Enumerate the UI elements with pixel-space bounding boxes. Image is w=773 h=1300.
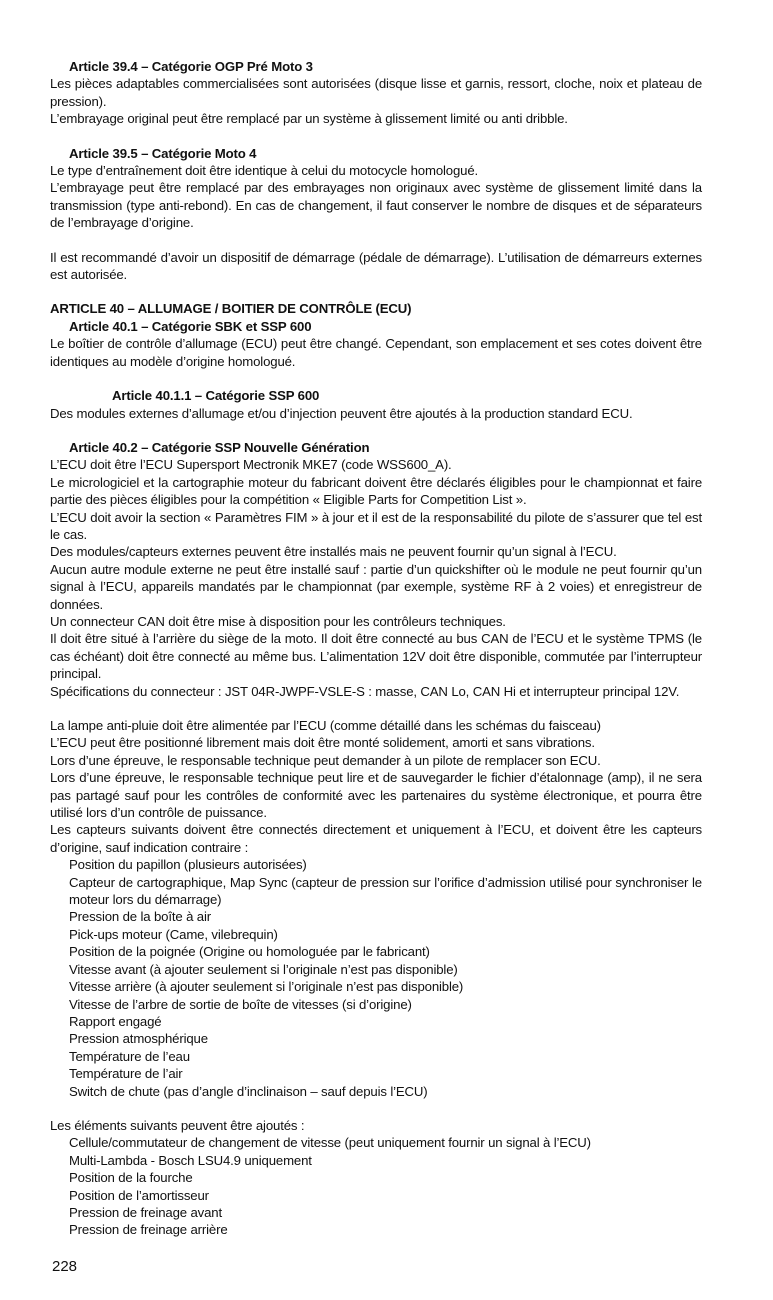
paragraph: Le boîtier de contrôle d’allumage (ECU) peut être changé. Cependant, son emplacement et ses cotes doivent être identiques au modèle d’origine homologué.: [50, 336, 702, 369]
paragraph: L’ECU doit être l’ECU Supersport Mectronik MKE7 (code WSS600_A).: [50, 457, 452, 473]
spacer: [50, 700, 702, 717]
section-heading: ARTICLE 40 – ALLUMAGE / BOITIER DE CONTRÔLE (ECU): [50, 301, 412, 317]
list-item: Vitesse arrière (à ajouter seulement si l’originale n’est pas disponible): [69, 979, 464, 995]
list-item: Cellule/commutateur de changement de vitesse (peut uniquement fournir un signal à l’ECU): [69, 1135, 591, 1151]
paragraph: L’embrayage original peut être remplacé par un système à glissement limité ou anti dribble.: [50, 111, 568, 127]
document-body: [50, 58, 702, 1239]
list-item: Température de l’eau: [69, 1048, 190, 1064]
list-item: Vitesse de l’arbre de sortie de boîte de vitesses (si d’origine): [69, 996, 412, 1012]
list-item: Position de la fourche: [69, 1170, 193, 1186]
paragraph: L’ECU peut être positionné librement mais doit être monté solidement, amorti et sans vibrations.: [50, 735, 595, 751]
paragraph: Lors d’une épreuve, le responsable technique peut demander à un pilote de remplacer son ECU.: [50, 752, 601, 768]
section-heading: Article 40.1.1 – Catégorie SSP 600: [112, 388, 320, 404]
paragraph: L’embrayage peut être remplacé par des embrayages non originaux avec système de glissement limité dans la transmission (type anti-rebond). En cas de changement, il faut conserver le nombre de disques et de séparateurs de l’embrayage d’origine.: [50, 180, 702, 231]
paragraph: Un connecteur CAN doit être mise à disposition pour les contrôleurs techniques.: [50, 613, 506, 629]
list-item: Pression de freinage avant: [69, 1204, 222, 1220]
paragraph: Il doit être situé à l’arrière du siège de la moto. Il doit être connecté au bus CAN de l’ECU et le système TPMS (le cas échéant) doit être connecté au même bus. L’alimentation 12V doit être disponible, commutée par l’interrupteur principal.: [50, 631, 702, 682]
spacer: [50, 232, 702, 249]
paragraph: Des modules/capteurs externes peuvent être installés mais ne peuvent fournir qu’un signal à l’ECU.: [50, 544, 617, 560]
section-heading: Article 40.2 – Catégorie SSP Nouvelle Génération: [69, 439, 370, 455]
list-item: Température de l’air: [69, 1066, 183, 1082]
list-item: Position de l’amortisseur: [69, 1187, 209, 1203]
paragraph: L’ECU doit avoir la section « Paramètres FIM » à jour et il est de la responsabilité du pilote de s’assurer que tel est le cas.: [50, 509, 702, 542]
paragraph: Des modules externes d’allumage et/ou d’injection peuvent être ajoutés à la production standard ECU.: [50, 405, 633, 421]
paragraph: Spécifications du connecteur : JST 04R-JWPF-VSLE-S : masse, CAN Lo, CAN Hi et interrupteur principal 12V.: [50, 683, 680, 699]
list-item: Switch de chute (pas d’angle d’inclinaison – sauf depuis l’ECU): [69, 1083, 428, 1099]
section-heading: Article 39.5 – Catégorie Moto 4: [69, 145, 257, 161]
list-item: Pression de la boîte à air: [69, 909, 211, 925]
list-item: Position du papillon (plusieurs autorisées): [69, 857, 307, 873]
paragraph: Les pièces adaptables commercialisées sont autorisées (disque lisse et garnis, ressort, cloche, noix et plateau de pression).: [50, 76, 702, 109]
paragraph: Les capteurs suivants doivent être connectés directement et uniquement à l’ECU, et doivent être les capteurs d’origine, sauf indication contraire :: [50, 822, 702, 855]
page-number: 228: [52, 1258, 78, 1275]
spacer: [50, 422, 702, 439]
spacer: [50, 128, 702, 145]
list-item: Capteur de cartographique, Map Sync (capteur de pression sur l’orifice d’admission utilisé pour synchroniser le moteur lors du démarrage): [69, 874, 702, 908]
paragraph: Aucun autre module externe ne peut être installé sauf : partie d’un quickshifter où le module ne peut fournir qu’un signal à l’ECU, appareils mandatés par le championnat (par exemple, système RF à 2 voies) et enregistreur de données.: [50, 561, 702, 612]
list-item: Pick-ups moteur (Came, vilebrequin): [69, 926, 278, 942]
list-item: Pression de freinage arrière: [69, 1222, 228, 1238]
paragraph: Il est recommandé d’avoir un dispositif de démarrage (pédale de démarrage). L’utilisation de démarreurs externes est autorisée.: [50, 249, 702, 283]
paragraph: Le type d’entraînement doit être identique à celui du motocycle homologué.: [50, 163, 479, 179]
paragraph: La lampe anti-pluie doit être alimentée par l’ECU (comme détaillé dans les schémas du faisceau): [50, 718, 601, 733]
paragraph: Lors d’une épreuve, le responsable technique peut lire et de sauvegarder le fichier d’étalonnage (amp), il ne sera pas partagé sauf pour les contrôles de conformité avec les partenaires du système électronique, et pourra être utilisé lors d’un contrôle de puissance.: [50, 770, 702, 821]
list-item: Rapport engagé: [69, 1013, 162, 1029]
list-item: Multi-Lambda - Bosch LSU4.9 uniquement: [69, 1152, 312, 1168]
list-item: Vitesse avant (à ajouter seulement si l’originale n’est pas disponible): [69, 961, 458, 977]
list-item: Position de la poignée (Origine ou homologuée par le fabricant): [69, 944, 430, 960]
spacer: [50, 370, 702, 387]
section-heading: Article 40.1 – Catégorie SBK et SSP 600: [69, 318, 312, 334]
spacer: [50, 1100, 702, 1117]
list-item: Pression atmosphérique: [69, 1031, 208, 1047]
section-heading: Article 39.4 – Catégorie OGP Pré Moto 3: [69, 59, 313, 74]
spacer: [50, 283, 702, 300]
item-list: [50, 1134, 702, 1238]
paragraph: Les éléments suivants peuvent être ajoutés :: [50, 1117, 305, 1133]
item-list: [50, 856, 702, 1100]
paragraph: Le micrologiciel et la cartographie moteur du fabricant doivent être déclarés éligibles pour le championnat et faire partie des pièces éligibles pour la compétition « Eligible Parts for Competition List ».: [50, 474, 702, 508]
